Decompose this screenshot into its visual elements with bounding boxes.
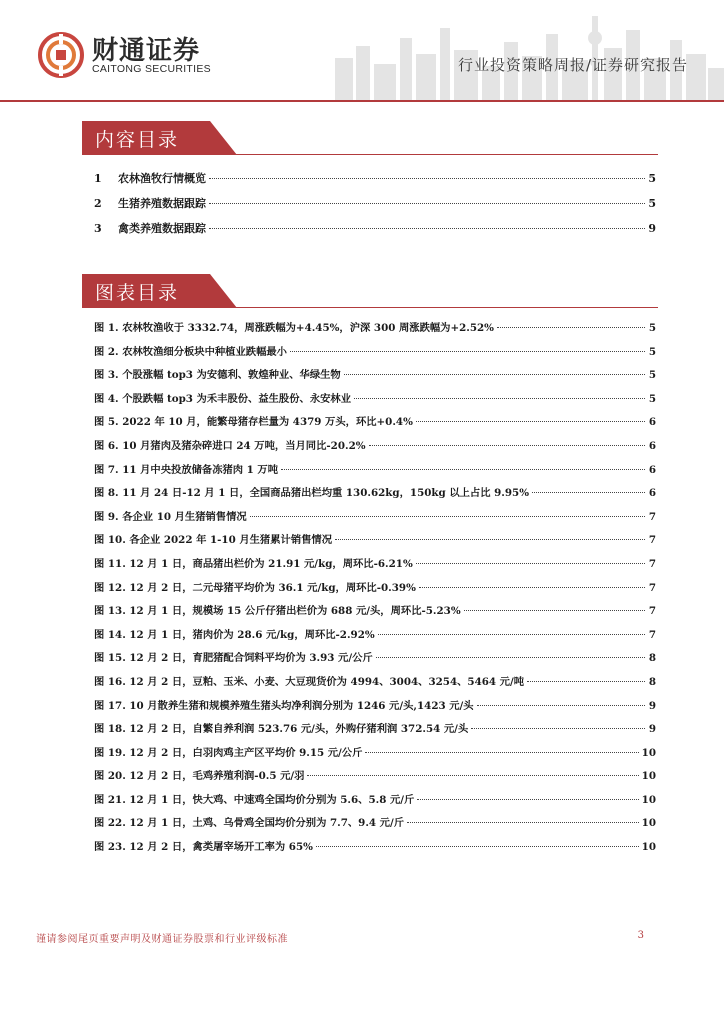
- figure-entry[interactable]: [94, 697, 656, 721]
- toc-label: 生猪养殖数据跟踪: [118, 197, 206, 210]
- dot-leader: [419, 587, 645, 588]
- toc-number: 2: [94, 197, 102, 210]
- figure-entry[interactable]: [94, 319, 656, 343]
- dot-leader: [335, 539, 645, 540]
- dot-leader: [209, 178, 645, 179]
- figure-entry[interactable]: [94, 343, 656, 367]
- toc-page-number: 9: [648, 222, 656, 235]
- figure-page-number: 5: [648, 322, 656, 334]
- toc-entry[interactable]: [94, 170, 656, 195]
- figure-label: 图 1. 农林牧渔收于 3332.74，周涨跌幅为+4.45%，沪深 300 周涨跌幅为+2.52%: [94, 322, 494, 334]
- dot-leader: [471, 728, 645, 729]
- dot-leader: [281, 469, 645, 470]
- figure-page-number: 10: [641, 793, 656, 806]
- dot-leader: [416, 421, 645, 422]
- figure-entry[interactable]: [94, 366, 656, 390]
- figure-page-number: 7: [648, 557, 656, 570]
- figure-label: 图 2. 农林牧渔细分板块中种植业跌幅最小: [94, 345, 287, 358]
- dot-leader: [307, 775, 638, 776]
- figure-page-number: 5: [648, 345, 656, 358]
- toc-entry[interactable]: [94, 220, 656, 245]
- figure-entry[interactable]: [94, 390, 656, 414]
- figure-page-number: 10: [641, 841, 656, 854]
- dot-leader: [527, 681, 645, 682]
- figure-label: 图 4. 个股跌幅 top3 为禾丰股份、益生股份、永安林业: [94, 392, 352, 405]
- dot-leader: [416, 563, 645, 564]
- figure-page-number: 8: [648, 652, 656, 665]
- caitong-logo-icon: [38, 32, 84, 78]
- figure-page-number: 5: [648, 392, 656, 405]
- figure-entry[interactable]: [94, 767, 656, 791]
- toc-label: 农林渔牧行情概览: [118, 172, 206, 185]
- figure-entry[interactable]: [94, 413, 656, 437]
- dot-leader: [369, 445, 645, 446]
- figure-page-number: 6: [648, 463, 656, 476]
- toc-label: 禽类养殖数据跟踪: [118, 222, 206, 235]
- figure-page-number: 9: [648, 699, 656, 712]
- figure-entry[interactable]: [94, 484, 656, 508]
- figure-entry[interactable]: [94, 838, 656, 862]
- figure-entry[interactable]: [94, 673, 656, 697]
- toc-number: 1: [94, 172, 102, 185]
- toc-page-number: 5: [648, 172, 656, 185]
- figure-label: 图 13. 12 月 1 日，规模场 15 公斤仔猪出栏价为 688 元/头，周环比-5.23%: [94, 605, 461, 618]
- dot-leader: [532, 492, 645, 493]
- figure-label: 图 7. 11 月中央投放储备冻猪肉 1 万吨: [94, 463, 279, 476]
- figure-label: 图 15. 12 月 2 日，育肥猪配合饲料平均价为 3.93 元/公斤: [94, 652, 373, 665]
- banner-rule: [222, 154, 658, 156]
- figure-entry[interactable]: [94, 555, 656, 579]
- figure-entry[interactable]: [94, 437, 656, 461]
- figure-page-number: 10: [641, 746, 656, 759]
- figure-entry[interactable]: [94, 649, 656, 673]
- dot-leader: [250, 516, 645, 517]
- figure-page-number: 10: [641, 770, 656, 783]
- figures-list: [94, 319, 656, 862]
- figure-label: 图 16. 12 月 2 日，豆粕、玉米、小麦、大豆现货价为 4994、3004、3254、5464 元/吨: [94, 675, 525, 688]
- dot-leader: [497, 327, 645, 328]
- contents-title: 内容目录: [95, 129, 180, 151]
- toc-page-number: 5: [648, 197, 656, 210]
- figure-page-number: 7: [648, 605, 656, 618]
- figure-entry[interactable]: [94, 579, 656, 603]
- contents-list: [94, 170, 656, 245]
- figure-page-number: 7: [648, 628, 656, 641]
- figure-label: 图 20. 12 月 2 日，毛鸡养殖利润-0.5 元/羽: [94, 770, 305, 783]
- figure-label: 图 11. 12 月 1 日，商品猪出栏价为 21.91 元/kg，周环比-6.21%: [94, 557, 413, 570]
- figure-page-number: 5: [648, 369, 656, 382]
- figure-entry[interactable]: [94, 508, 656, 532]
- figures-banner: [82, 274, 658, 308]
- dot-leader: [376, 657, 645, 658]
- figure-page-number: 8: [648, 675, 656, 688]
- page-header: [0, 0, 724, 104]
- figure-page-number: 6: [648, 439, 656, 452]
- figure-label: 图 12. 12 月 2 日，二元母猪平均价为 36.1 元/kg，周环比-0.39%: [94, 581, 416, 594]
- brand-name-en: CAITONG SECURITIES: [92, 63, 211, 75]
- dot-leader: [344, 374, 645, 375]
- report-type: 行业投资策略周报/证券研究报告: [457, 56, 688, 74]
- contents-banner: [82, 121, 658, 155]
- figure-label: 图 9. 各企业 10 月生猪销售情况: [94, 510, 247, 523]
- figure-label: 图 14. 12 月 1 日，猪肉价为 28.6 元/kg，周环比-2.92%: [94, 628, 375, 641]
- dot-leader: [407, 822, 639, 823]
- footer-disclaimer: 谨请参阅尾页重要声明及财通证券股票和行业评级标准: [36, 934, 288, 945]
- dot-leader: [354, 398, 645, 399]
- header-rule: [0, 100, 724, 102]
- dot-leader: [209, 228, 645, 229]
- dot-leader: [464, 610, 645, 611]
- figure-entry[interactable]: [94, 626, 656, 650]
- dot-leader: [209, 203, 645, 204]
- dot-leader: [316, 846, 639, 847]
- figure-label: 图 22. 12 月 1 日，土鸡、乌骨鸡全国均价分别为 7.7、9.4 元/斤: [94, 817, 405, 830]
- figure-entry[interactable]: [94, 791, 656, 815]
- figure-page-number: 6: [648, 416, 656, 429]
- figure-label: 图 17. 10 月散养生猪和规模养殖生猪头均净利润分别为 1246 元/头,1423 元/头: [94, 699, 474, 712]
- figure-entry[interactable]: [94, 602, 656, 626]
- dot-leader: [365, 752, 638, 753]
- figure-label: 图 18. 12 月 2 日，自繁自养利润 523.76 元/头，外购仔猪利润 372.54 元/头: [94, 723, 469, 736]
- figure-label: 图 8. 11 月 24 日-12 月 1 日，全国商品猪出栏均重 130.62kg，150kg 以上占比 9.95%: [94, 487, 529, 500]
- figure-label: 图 21. 12 月 1 日，快大鸡、中速鸡全国均价分别为 5.6、5.8 元/斤: [94, 793, 415, 806]
- figure-entry[interactable]: [94, 744, 656, 768]
- figures-title: 图表目录: [95, 282, 180, 304]
- figure-page-number: 7: [648, 510, 656, 523]
- figure-page-number: 9: [648, 723, 656, 736]
- page-number: 3: [637, 930, 644, 941]
- dot-leader: [477, 705, 645, 706]
- figure-page-number: 7: [648, 534, 656, 547]
- dot-leader: [378, 634, 645, 635]
- figure-label: 图 3. 个股涨幅 top3 为安德利、敦煌种业、华绿生物: [94, 369, 341, 382]
- dot-leader: [417, 799, 638, 800]
- toc-number: 3: [94, 222, 102, 235]
- toc-entry[interactable]: [94, 195, 656, 220]
- figure-page-number: 6: [648, 487, 656, 500]
- figure-entry[interactable]: [94, 531, 656, 555]
- figure-label: 图 10. 各企业 2022 年 1-10 月生猪累计销售情况: [94, 534, 333, 547]
- figure-page-number: 7: [648, 581, 656, 594]
- figure-label: 图 5. 2022 年 10 月，能繁母猪存栏量为 4379 万头，环比+0.4%: [94, 416, 413, 429]
- figure-page-number: 10: [641, 817, 656, 830]
- banner-rule: [222, 307, 658, 309]
- figure-entry[interactable]: [94, 814, 656, 838]
- figure-label: 图 23. 12 月 2 日，禽类屠宰场开工率为 65%: [94, 841, 313, 854]
- figure-label: 图 19. 12 月 2 日，白羽肉鸡主产区平均价 9.15 元/公斤: [94, 746, 363, 759]
- figure-entry[interactable]: [94, 461, 656, 485]
- brand-name-cn: 财通证券: [92, 36, 201, 66]
- figure-entry[interactable]: [94, 720, 656, 744]
- dot-leader: [290, 351, 645, 352]
- figure-label: 图 6. 10 月猪肉及猪杂碎进口 24 万吨，当月同比-20.2%: [94, 439, 366, 452]
